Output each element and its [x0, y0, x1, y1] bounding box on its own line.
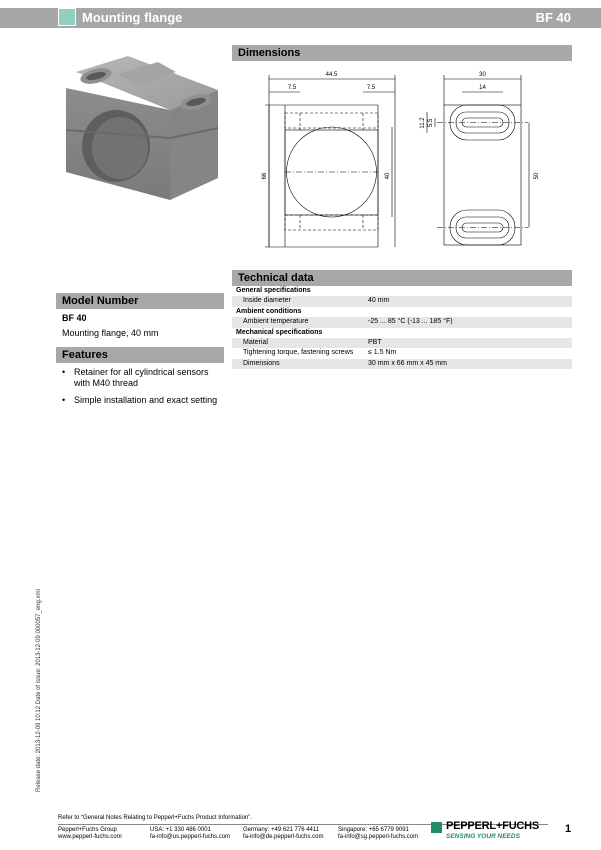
spec-value: PBT	[364, 338, 572, 348]
singapore-email[interactable]: fa-info@sg.pepperl-fuchs.com	[338, 834, 419, 840]
company-website[interactable]: www.pepperl-fuchs.com	[58, 834, 122, 840]
spec-value: ≤ 1.5 Nm	[368, 349, 397, 357]
features-list	[62, 367, 227, 412]
product-code: BF 40	[535, 10, 571, 25]
model-number-heading: Model Number	[56, 293, 224, 309]
header-accent-square	[58, 8, 76, 26]
features-heading: Features	[56, 347, 224, 363]
spec-row	[232, 296, 572, 306]
footer-usa	[150, 827, 230, 841]
dim-slot-pitch: 11.2	[420, 117, 426, 129]
spec-key: Inside diameter	[232, 296, 364, 306]
dimensions-heading: Dimensions	[232, 45, 572, 61]
dim-height-total: 66	[262, 172, 268, 180]
germany-phone: Germany: +49 621 776 4411	[243, 827, 320, 833]
dim-side-height: 50	[534, 172, 540, 180]
dim-width-total: 44.5	[325, 72, 338, 78]
spec-value: -25 ... 85 °C (-13 ... 185 °F)	[364, 317, 572, 327]
technical-data-heading: Technical data	[232, 270, 572, 286]
spec-key: Tightening torque, fastening screws	[243, 349, 354, 357]
singapore-phone: Singapore: +65 6779 9091	[338, 827, 409, 833]
company-name: Pepperl+Fuchs Group	[58, 827, 117, 833]
spec-row	[232, 359, 572, 369]
dim-slot-height: 5.5	[428, 118, 434, 128]
usa-email[interactable]: fa-info@us.pepperl-fuchs.com	[150, 834, 231, 840]
company-logo: PEPPERL+FUCHS	[446, 820, 540, 832]
spec-value: 40 mm	[364, 296, 572, 306]
feature-item: • Simple installation and exact setting	[62, 395, 227, 406]
model-description: Mounting flange, 40 mm	[62, 328, 159, 338]
usa-phone: USA: +1 330 486 0001	[150, 827, 211, 833]
dim-right-inset: 7.5	[366, 85, 376, 91]
spec-row	[232, 317, 572, 327]
page-title: Mounting flange	[82, 10, 183, 25]
footer-singapore	[338, 827, 418, 841]
spec-group-title: Ambient conditions	[236, 307, 302, 315]
dim-bore: 40	[385, 172, 391, 180]
spec-row	[232, 348, 572, 358]
germany-email[interactable]: fa-info@de.pepperl-fuchs.com	[243, 834, 324, 840]
spec-group-title: General specifications	[236, 287, 311, 294]
spec-key: Ambient temperature	[232, 317, 364, 327]
footer-germany	[243, 827, 323, 841]
model-code: BF 40	[62, 313, 87, 323]
dimension-drawing	[232, 65, 572, 265]
release-info: Release date: 2013-12-09 10:12 Date of issue: 2013-12-09 000057_eng.xml	[36, 589, 42, 792]
feature-item: • Retainer for all cylindrical sensors with M40 thread	[62, 367, 227, 389]
spec-group-title: Mechanical specifications	[236, 328, 323, 336]
spec-key: Dimensions	[232, 359, 364, 369]
spec-value: 30 mm x 66 mm x 45 mm	[364, 359, 572, 369]
spec-row	[232, 338, 572, 348]
spec-key: Material	[232, 338, 364, 348]
dim-side-width: 30	[479, 72, 486, 78]
dim-slot-width: 14	[479, 85, 486, 91]
footer-company	[58, 827, 122, 841]
technical-data-table	[232, 286, 572, 369]
product-photo	[58, 50, 228, 200]
company-logo-icon	[431, 822, 442, 833]
footer-note: Refer to “General Notes Relating to Pepperl+Fuchs Product Information”.	[58, 815, 252, 821]
dim-left-inset: 7.5	[287, 85, 297, 91]
company-tagline: SENSING YOUR NEEDS	[446, 833, 520, 840]
page-number: 1	[565, 823, 572, 835]
